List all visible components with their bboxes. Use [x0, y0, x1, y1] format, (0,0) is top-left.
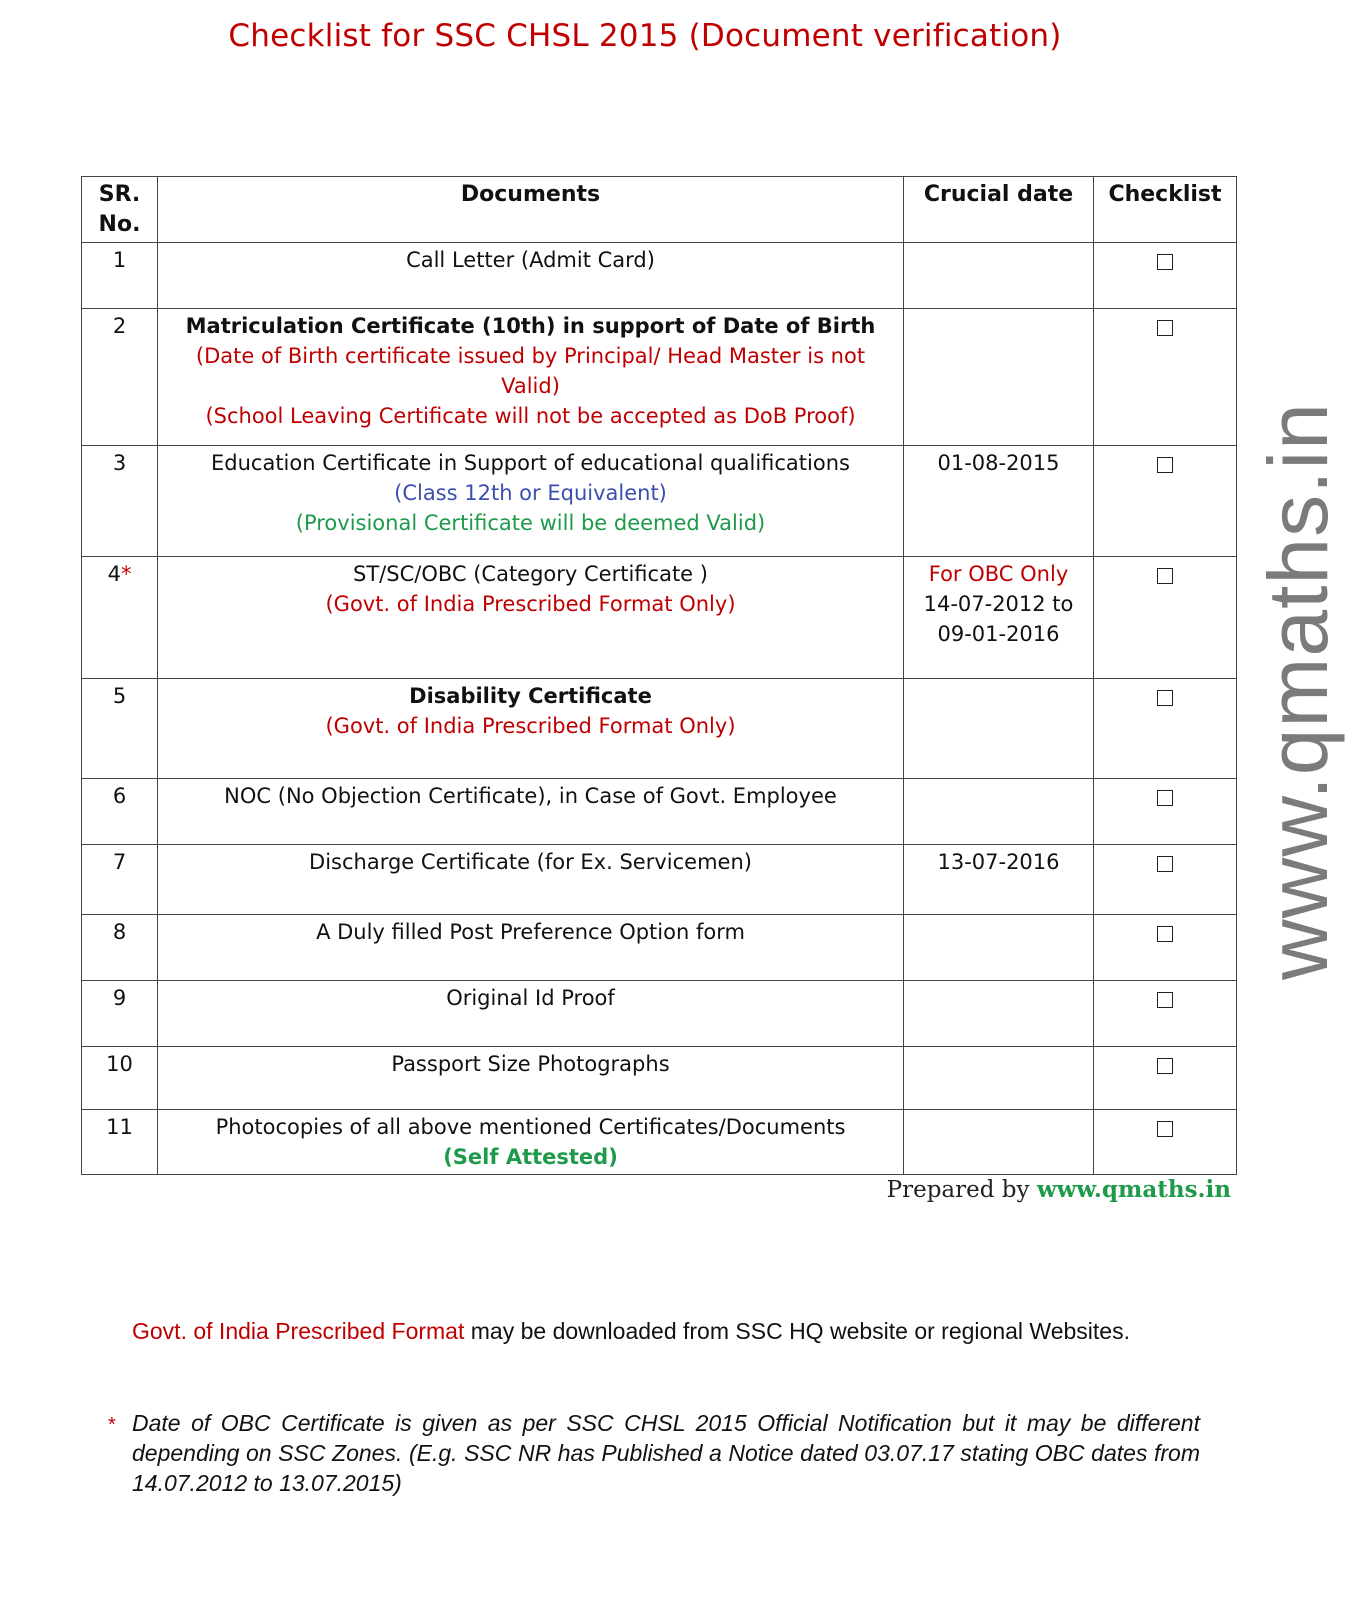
table-row: [82, 981, 1237, 1047]
checklist-cell: [1094, 243, 1237, 309]
site-watermark: www.qmaths.in: [1251, 402, 1345, 980]
checklist-cell: [1094, 779, 1237, 845]
document-label: Disability Certificate: [409, 684, 652, 708]
sr-cell: 2: [82, 309, 158, 446]
document-cell: [158, 981, 904, 1047]
format-download-note: [132, 1318, 1130, 1345]
format-note-text: may be downloaded from SSC HQ website or regional Websites.: [464, 1318, 1130, 1344]
document-cell: [158, 1110, 904, 1175]
checklist-cell: [1094, 845, 1237, 915]
sr-cell: 6: [82, 779, 158, 845]
sr-cell: 10: [82, 1047, 158, 1110]
table-row: [82, 679, 1237, 779]
date-from: 14-07-2012 to: [923, 592, 1074, 616]
document-cell: [158, 243, 904, 309]
document-cell: [158, 446, 904, 557]
table-row: [82, 557, 1237, 679]
crucial-date-cell: [904, 915, 1094, 981]
table-row: [82, 915, 1237, 981]
checkbox[interactable]: [1157, 457, 1173, 473]
format-note-highlight: Govt. of India Prescribed Format: [132, 1318, 465, 1344]
document-note: (Class 12th or Equivalent): [394, 481, 667, 505]
prepared-by-site-link[interactable]: www.qmaths.in: [1036, 1176, 1231, 1203]
checklist-cell: [1094, 557, 1237, 679]
header-documents: Documents: [158, 177, 904, 243]
prepared-by-credit: [887, 1176, 1231, 1203]
checkbox[interactable]: [1157, 568, 1173, 584]
document-label: Education Certificate in Support of educational qualifications: [211, 451, 850, 475]
checkbox[interactable]: [1157, 1058, 1173, 1074]
table-row: [82, 446, 1237, 557]
checkbox[interactable]: [1157, 790, 1173, 806]
crucial-date-cell: 13-07-2016: [904, 845, 1094, 915]
document-label: Discharge Certificate (for Ex. Servicemen): [309, 850, 752, 874]
header-checklist: Checklist: [1094, 177, 1237, 243]
footnote-text: Date of OBC Certificate is given as per SSC CHSL 2015 Official Notification but it may be different depending on SSC Zones. (E.g. SSC NR has Published a Notice dated 03.07.17 stating OBC dates from 14.07.2012 to 13.07.2015): [132, 1410, 1200, 1496]
document-cell: [158, 309, 904, 446]
document-note: (School Leaving Certificate will not be accepted as DoB Proof): [205, 404, 856, 428]
checklist-cell: [1094, 981, 1237, 1047]
header-crucial-date: Crucial date: [904, 177, 1094, 243]
sr-cell: 8: [82, 915, 158, 981]
sr-cell: 11: [82, 1110, 158, 1175]
table-row: [82, 845, 1237, 915]
checkbox[interactable]: [1157, 690, 1173, 706]
table-row: [82, 1047, 1237, 1110]
crucial-date-cell: [904, 243, 1094, 309]
crucial-date-cell: [904, 779, 1094, 845]
document-label: A Duly filled Post Preference Option form: [316, 920, 745, 944]
header-sr-no: [82, 177, 158, 243]
document-label: Matriculation Certificate (10th) in support of Date of Birth: [185, 314, 876, 338]
sr-cell: 3: [82, 446, 158, 557]
document-label: Passport Size Photographs: [391, 1052, 670, 1076]
asterisk-marker: *: [120, 562, 132, 586]
document-cell: [158, 1047, 904, 1110]
page-title: Checklist for SSC CHSL 2015 (Document verification): [228, 18, 1062, 54]
document-checklist-table: [81, 176, 1237, 1175]
document-label: ST/SC/OBC (Category Certificate ): [353, 562, 708, 586]
sr-cell: 9: [82, 981, 158, 1047]
document-cell: [158, 679, 904, 779]
checklist-cell: [1094, 915, 1237, 981]
date-qualifier: For OBC Only: [928, 562, 1069, 586]
document-note: (Govt. of India Prescribed Format Only): [325, 592, 736, 616]
sr-cell: 1: [82, 243, 158, 309]
table-row: [82, 309, 1237, 446]
checkbox[interactable]: [1157, 856, 1173, 872]
checklist-cell: [1094, 679, 1237, 779]
sr-cell: [82, 557, 158, 679]
checkbox[interactable]: [1157, 926, 1173, 942]
obc-date-footnote: [108, 1408, 1200, 1498]
document-label: NOC (No Objection Certificate), in Case of Govt. Employee: [224, 784, 837, 808]
crucial-date-cell: [904, 1110, 1094, 1175]
document-note: (Provisional Certificate will be deemed Valid): [295, 511, 766, 535]
table-header-row: [82, 177, 1237, 243]
sr-cell: 7: [82, 845, 158, 915]
document-note: (Govt. of India Prescribed Format Only): [325, 714, 736, 738]
crucial-date-cell: [904, 309, 1094, 446]
prepared-by-label: Prepared by: [886, 1177, 1030, 1203]
document-label: Call Letter (Admit Card): [406, 248, 655, 272]
crucial-date-cell: [904, 981, 1094, 1047]
crucial-date-cell: [904, 679, 1094, 779]
document-cell: [158, 915, 904, 981]
table-row: [82, 1110, 1237, 1175]
checklist-cell: [1094, 1110, 1237, 1175]
document-note: (Self Attested): [443, 1145, 618, 1169]
document-cell: [158, 557, 904, 679]
table-row: [82, 243, 1237, 309]
sr-cell: 5: [82, 679, 158, 779]
crucial-date-cell: 01-08-2015: [904, 446, 1094, 557]
checklist-cell: [1094, 446, 1237, 557]
date-to: 09-01-2016: [937, 622, 1060, 646]
document-cell: [158, 845, 904, 915]
crucial-date-cell: [904, 1047, 1094, 1110]
checkbox[interactable]: [1157, 254, 1173, 270]
checklist-cell: [1094, 1047, 1237, 1110]
document-note: (Date of Birth certificate issued by Principal/ Head Master is not Valid): [195, 344, 866, 398]
header-sr-line1: SR.: [98, 182, 141, 207]
document-label: Original Id Proof: [446, 986, 615, 1010]
header-sr-line2: No.: [98, 212, 141, 237]
document-cell: [158, 779, 904, 845]
checklist-cell: [1094, 309, 1237, 446]
sr-number: 4: [107, 562, 121, 586]
checkbox[interactable]: [1157, 320, 1173, 336]
document-label: Photocopies of all above mentioned Certificates/Documents: [215, 1115, 846, 1139]
crucial-date-cell: [904, 557, 1094, 679]
checkbox[interactable]: [1157, 1121, 1173, 1137]
footnote-asterisk: *: [108, 1414, 116, 1436]
table-row: [82, 779, 1237, 845]
checkbox[interactable]: [1157, 992, 1173, 1008]
